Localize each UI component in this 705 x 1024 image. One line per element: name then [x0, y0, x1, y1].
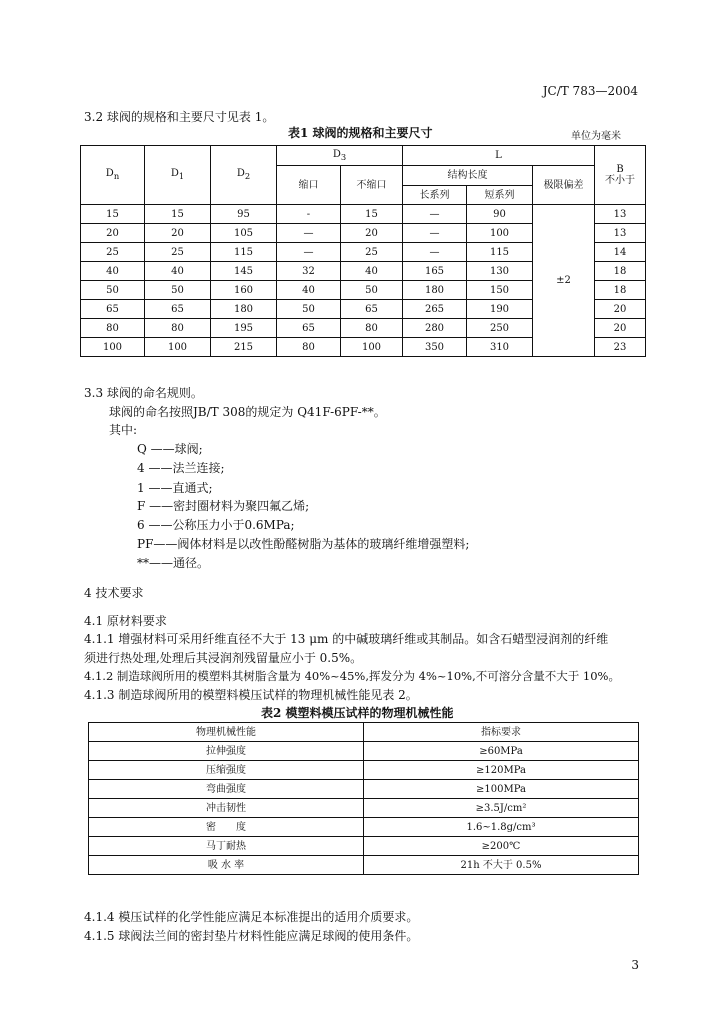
- cell-b: 18: [595, 262, 646, 281]
- para-4-1-2: 4.1.2 制造球阀所用的模塑料其树脂含量为 40%~45%,挥发分为 4%~10%,不可溶分含量不大于 10%。: [84, 669, 620, 683]
- cell-d1: 80: [145, 319, 211, 338]
- naming-item: 4 ——法兰连接;: [137, 461, 225, 475]
- cell-d1: 20: [145, 224, 211, 243]
- cell-l-short: 190: [467, 300, 533, 319]
- cell-d2: 105: [211, 224, 277, 243]
- cell-l-short: 250: [467, 319, 533, 338]
- cell-b: 13: [595, 224, 646, 243]
- cell-dn: 80: [81, 319, 145, 338]
- cell-d3-noshrink: 100: [341, 338, 403, 357]
- cell-b: 13: [595, 205, 646, 224]
- cell-property: 弯曲强度: [89, 780, 364, 799]
- cell-property: 拉伸强度: [89, 742, 364, 761]
- cell-l-long: 350: [403, 338, 467, 357]
- section-4-heading: 4 技术要求: [84, 586, 144, 600]
- cell-l-short: 130: [467, 262, 533, 281]
- cell-l-short: 310: [467, 338, 533, 357]
- cell-l-long: —: [403, 243, 467, 262]
- cell-dn: 100: [81, 338, 145, 357]
- cell-dn: 20: [81, 224, 145, 243]
- cell-d1: 15: [145, 205, 211, 224]
- naming-item: F ——密封圈材料为聚四氟乙烯;: [137, 499, 310, 513]
- para-4-1-1-line2: 须进行热处理,处理后其浸润剂残留量应小于 0.5%。: [84, 651, 363, 665]
- cell-d3-noshrink: 40: [341, 262, 403, 281]
- header-requirement: 指标要求: [364, 723, 639, 742]
- cell-requirement: ≥100MPa: [364, 780, 639, 799]
- header-l-struct: 结构长度: [403, 166, 533, 186]
- cell-d3-shrink: —: [277, 224, 341, 243]
- naming-item: PF——阀体材料是以改性酚醛树脂为基体的玻璃纤维增强塑料;: [137, 537, 470, 551]
- cell-l-short: 115: [467, 243, 533, 262]
- table-row: [81, 205, 646, 224]
- cell-dn: 40: [81, 262, 145, 281]
- table1: [80, 145, 646, 357]
- cell-b: 20: [595, 300, 646, 319]
- cell-l-long: —: [403, 205, 467, 224]
- cell-dn: 65: [81, 300, 145, 319]
- naming-item: **——通径。: [137, 556, 210, 570]
- cell-d1: 100: [145, 338, 211, 357]
- page-number: 3: [631, 958, 639, 972]
- naming-item: 6 ——公称压力小于0.6MPa;: [137, 518, 295, 532]
- header-l-tolerance: 极限偏差: [533, 166, 595, 205]
- section-3-3-title: 3.3 球阀的命名规则。: [84, 386, 203, 400]
- cell-d3-shrink: 40: [277, 281, 341, 300]
- naming-rule-where: 其中:: [109, 423, 138, 437]
- header-dn: $D_n$: [81, 146, 145, 205]
- cell-d3-noshrink: 50: [341, 281, 403, 300]
- cell-b: 23: [595, 338, 646, 357]
- cell-l-long: 280: [403, 319, 467, 338]
- cell-requirement: ≥120MPa: [364, 761, 639, 780]
- table-row: [89, 799, 639, 818]
- cell-l-short: 90: [467, 205, 533, 224]
- cell-tolerance: ±2: [533, 205, 595, 357]
- cell-l-short: 150: [467, 281, 533, 300]
- cell-requirement: 1.6~1.8g/cm³: [364, 818, 639, 837]
- table2: [88, 722, 639, 875]
- cell-d2: 180: [211, 300, 277, 319]
- cell-l-long: —: [403, 224, 467, 243]
- header-d2: $D_2$: [211, 146, 277, 205]
- cell-l-short: 100: [467, 224, 533, 243]
- naming-item: Q ——球阀;: [137, 442, 203, 456]
- header-l: L: [403, 146, 595, 166]
- section-4-1-heading: 4.1 原材料要求: [84, 614, 167, 628]
- cell-property: 压缩强度: [89, 761, 364, 780]
- cell-dn: 25: [81, 243, 145, 262]
- cell-d3-noshrink: 25: [341, 243, 403, 262]
- cell-property: 吸 水 率: [89, 856, 364, 875]
- header-l-short: 短系列: [467, 186, 533, 205]
- cell-requirement: ≥3.5J/cm²: [364, 799, 639, 818]
- cell-d1: 25: [145, 243, 211, 262]
- cell-d3-shrink: 80: [277, 338, 341, 357]
- header-property: 物理机械性能: [89, 723, 364, 742]
- cell-property: 密 度: [89, 818, 364, 837]
- para-4-1-5: 4.1.5 球阀法兰间的密封垫片材料性能应满足球阀的使用条件。: [84, 929, 419, 943]
- cell-d2: 160: [211, 281, 277, 300]
- naming-item: 1 ——直通式;: [137, 481, 213, 495]
- para-4-1-3: 4.1.3 制造球阀所用的模塑料模压试样的物理机械性能见表 2。: [84, 688, 418, 702]
- header-d1: $D_1$: [145, 146, 211, 205]
- cell-d3-shrink: -: [277, 205, 341, 224]
- cell-d2: 145: [211, 262, 277, 281]
- cell-d2: 115: [211, 243, 277, 262]
- table2-caption: 表2 模塑料模压试样的物理机械性能: [261, 706, 454, 720]
- section-3-2: 3.2 球阀的规格和主要尺寸见表 1。: [84, 110, 275, 124]
- cell-b: 18: [595, 281, 646, 300]
- cell-d2: 195: [211, 319, 277, 338]
- cell-dn: 50: [81, 281, 145, 300]
- cell-property: 马丁耐热: [89, 837, 364, 856]
- cell-property: 冲击韧性: [89, 799, 364, 818]
- cell-d1: 50: [145, 281, 211, 300]
- cell-d2: 215: [211, 338, 277, 357]
- table-row: [89, 818, 639, 837]
- header-b: B 不小于: [595, 146, 646, 205]
- cell-b: 20: [595, 319, 646, 338]
- table-row: [89, 780, 639, 799]
- document-code: JC/T 783—2004: [542, 84, 638, 98]
- cell-requirement: ≥60MPa: [364, 742, 639, 761]
- cell-l-long: 165: [403, 262, 467, 281]
- header-d3-noshrink: 不缩口: [341, 166, 403, 205]
- cell-d3-shrink: 32: [277, 262, 341, 281]
- cell-l-long: 180: [403, 281, 467, 300]
- cell-dn: 15: [81, 205, 145, 224]
- cell-l-long: 265: [403, 300, 467, 319]
- table1-caption: 表1 球阀的规格和主要尺寸: [288, 126, 433, 140]
- cell-d1: 40: [145, 262, 211, 281]
- cell-d3-noshrink: 80: [341, 319, 403, 338]
- cell-d1: 65: [145, 300, 211, 319]
- cell-d3-noshrink: 20: [341, 224, 403, 243]
- header-d3: $D_3$: [277, 146, 403, 166]
- table-row: [89, 761, 639, 780]
- cell-d3-shrink: 65: [277, 319, 341, 338]
- table2-header-row: [89, 723, 639, 742]
- cell-d3-shrink: 50: [277, 300, 341, 319]
- table-row: [89, 837, 639, 856]
- cell-d2: 95: [211, 205, 277, 224]
- cell-d3-noshrink: 65: [341, 300, 403, 319]
- header-l-long: 长系列: [403, 186, 467, 205]
- para-4-1-4: 4.1.4 模压试样的化学性能应满足本标准提出的适用介质要求。: [84, 910, 419, 924]
- header-d3-shrink: 缩口: [277, 166, 341, 205]
- table-row: [89, 742, 639, 761]
- para-4-1-1-line1: 4.1.1 增强材料可采用纤维直径不大于 13 μm 的中碱玻璃纤维或其制品。如含石蜡型浸润剂的纤维: [84, 632, 609, 646]
- cell-requirement: ≥200℃: [364, 837, 639, 856]
- table1-unit: 单位为毫米: [571, 131, 621, 142]
- cell-b: 14: [595, 243, 646, 262]
- cell-requirement: 21h 不大于 0.5%: [364, 856, 639, 875]
- cell-d3-noshrink: 15: [341, 205, 403, 224]
- naming-rule-line: 球阀的命名按照JB/T 308的规定为 Q41F-6PF-**。: [109, 405, 386, 419]
- table-row: [89, 856, 639, 875]
- cell-d3-shrink: —: [277, 243, 341, 262]
